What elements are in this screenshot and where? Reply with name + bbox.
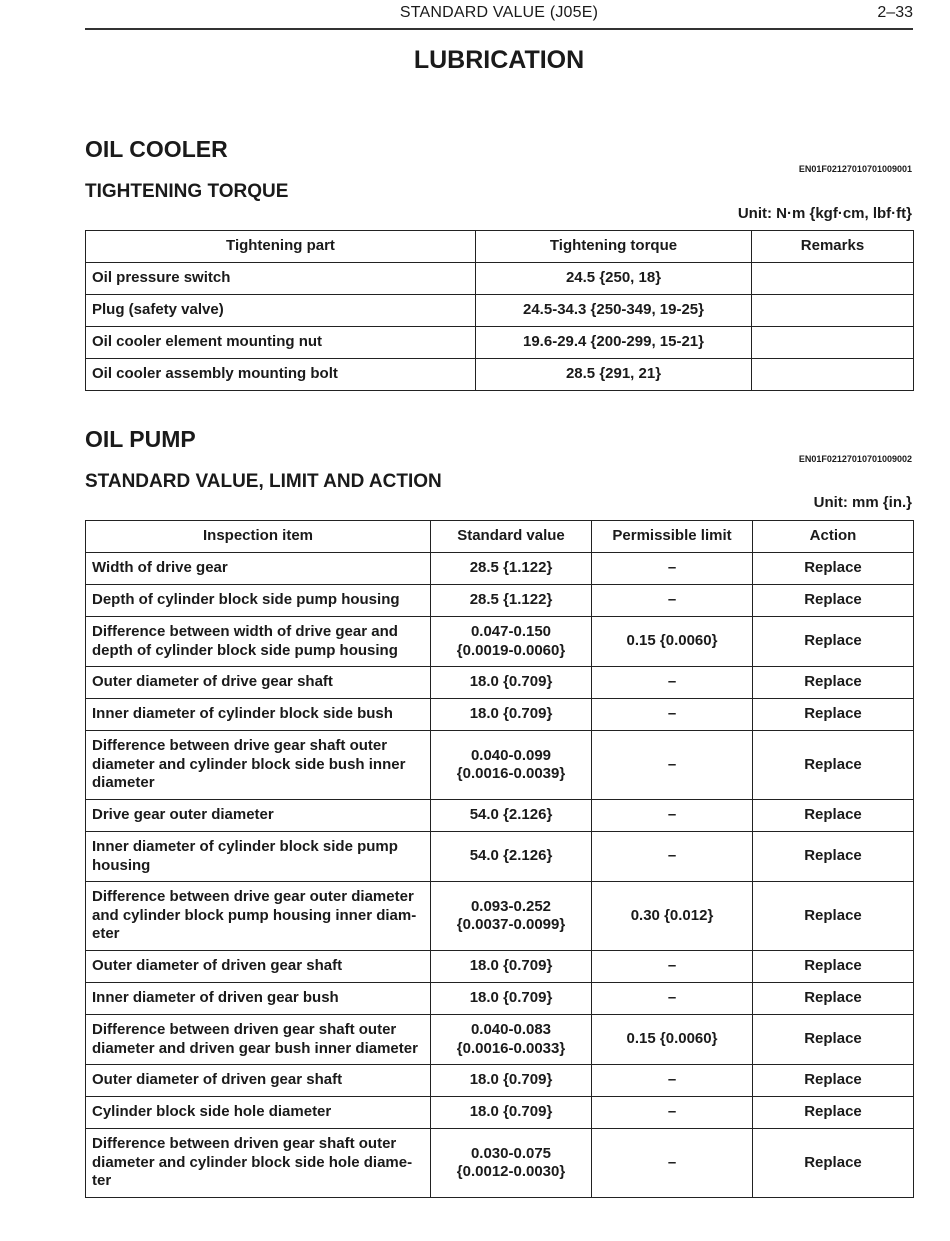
cell-line: Inner diameter of cylinder block side bush	[92, 705, 393, 723]
tightening-part-cell: Oil cooler assembly mounting bolt	[86, 359, 476, 391]
column-header: Remarks	[752, 231, 914, 263]
cell-line: 18.0 {0.709}	[469, 989, 553, 1007]
cell-line: Width of drive gear	[92, 559, 228, 577]
inspection-table	[85, 520, 914, 1198]
page-title: LUBRICATION	[413, 46, 585, 74]
cell-line: Outer diameter of driven gear shaft	[92, 1071, 343, 1089]
table-row	[86, 800, 914, 832]
remarks-cell	[752, 263, 914, 295]
cell-line: 0.040-0.099	[470, 746, 552, 764]
table-row	[86, 1129, 914, 1198]
table-row	[86, 983, 914, 1015]
cell-line: Difference between driven gear shaft outer	[92, 1021, 397, 1038]
table-row	[86, 263, 914, 295]
cell-line: and cylinder block pump housing inner diam-	[92, 906, 417, 924]
table-row	[86, 585, 914, 617]
inspection-item-cell	[86, 1015, 431, 1065]
action-cell: Replace	[753, 1129, 914, 1198]
action-cell: Replace	[753, 882, 914, 951]
action-cell: Replace	[753, 1097, 914, 1129]
cell-line: Difference between drive gear shaft outer	[92, 737, 388, 755]
action-cell: Replace	[753, 1065, 914, 1097]
cell-line: 54.0 {2.126}	[469, 847, 553, 865]
permissible-limit-cell: 0.15 {0.0060}	[592, 617, 753, 667]
cell-line: 18.0 {0.709}	[469, 673, 553, 691]
action-cell: Replace	[753, 983, 914, 1015]
standard-value-cell	[431, 1015, 592, 1065]
cell-line: 28.5 {1.122}	[469, 559, 553, 577]
action-cell: Replace	[753, 731, 914, 800]
inspection-item-cell	[86, 1065, 431, 1097]
inspection-item-cell	[86, 832, 431, 882]
cell-line: 18.0 {0.709}	[469, 705, 553, 723]
cell-line: {0.0016-0.0039}	[456, 765, 566, 782]
page-header	[85, 0, 913, 30]
cell-line: ter	[92, 1172, 112, 1190]
inspection-item-cell	[86, 617, 431, 667]
permissible-limit-cell: –	[592, 731, 753, 800]
permissible-limit-cell: –	[592, 585, 753, 617]
column-header: Standard value	[431, 521, 592, 553]
tightening-part-cell: Oil pressure switch	[86, 263, 476, 295]
oil-pump-code: EN01F02127010701009002	[798, 454, 912, 464]
standard-value-cell	[431, 882, 592, 951]
inspection-item-cell	[86, 731, 431, 800]
permissible-limit-cell: 0.15 {0.0060}	[592, 1015, 753, 1065]
action-cell: Replace	[753, 832, 914, 882]
table-row	[86, 882, 914, 951]
section-title: STANDARD VALUE (J05E)	[399, 4, 599, 21]
table-row	[86, 1065, 914, 1097]
column-header: Tightening part	[86, 231, 476, 263]
action-cell: Replace	[753, 667, 914, 699]
tightening-part-cell: Oil cooler element mounting nut	[86, 327, 476, 359]
table-row	[86, 359, 914, 391]
standard-value-cell	[431, 667, 592, 699]
table-row	[86, 699, 914, 731]
standard-value-cell	[431, 731, 592, 800]
action-cell: Replace	[753, 553, 914, 585]
inspection-item-cell	[86, 1129, 431, 1198]
table-row	[86, 553, 914, 585]
action-cell: Replace	[753, 800, 914, 832]
oil-pump-heading: OIL PUMP	[85, 426, 196, 452]
action-cell: Replace	[753, 585, 914, 617]
remarks-cell	[752, 359, 914, 391]
cell-line: 18.0 {0.709}	[469, 1071, 553, 1089]
permissible-limit-cell: –	[592, 1097, 753, 1129]
cell-line: housing	[92, 856, 151, 874]
cell-line: 18.0 {0.709}	[469, 957, 553, 975]
action-cell: Replace	[753, 617, 914, 667]
cell-line: 0.040-0.083	[470, 1021, 552, 1038]
cell-line: diameter	[92, 774, 155, 792]
action-cell: Replace	[753, 1015, 914, 1065]
table-row	[86, 832, 914, 882]
inspection-item-cell	[86, 882, 431, 951]
inspection-item-cell	[86, 553, 431, 585]
table-row	[86, 1097, 914, 1129]
standard-value-cell	[431, 983, 592, 1015]
action-cell: Replace	[753, 699, 914, 731]
cell-line: Inner diameter of driven gear bush	[92, 989, 339, 1007]
standard-value-cell	[431, 951, 592, 983]
oil-cooler-code: EN01F02127010701009001	[798, 164, 912, 174]
cell-line: depth of cylinder block side pump housing	[92, 641, 398, 659]
inspection-item-cell	[86, 800, 431, 832]
inspection-item-cell	[86, 951, 431, 983]
inspection-item-cell	[86, 667, 431, 699]
cell-line: {0.0016-0.0033}	[456, 1039, 566, 1057]
cell-line: 28.5 {1.122}	[469, 591, 553, 609]
permissible-limit-cell: 0.30 {0.012}	[592, 882, 753, 951]
permissible-limit-cell: –	[592, 553, 753, 585]
permissible-limit-cell: –	[592, 1129, 753, 1198]
pump-unit: Unit: mm {in.}	[813, 494, 912, 511]
table-row	[86, 951, 914, 983]
tightening-torque-cell: 19.6-29.4 {200-299, 15-21}	[476, 327, 752, 359]
torque-unit: Unit: N·m {kgf·cm, lbf·ft}	[737, 205, 912, 222]
permissible-limit-cell: –	[592, 983, 753, 1015]
inspection-header-row	[86, 521, 914, 553]
cell-line: Inner diameter of cylinder block side pump	[92, 838, 398, 855]
standard-value-cell	[431, 1129, 592, 1198]
cell-line: 18.0 {0.709}	[469, 1103, 553, 1121]
torque-header-row	[86, 231, 914, 263]
column-header: Permissible limit	[592, 521, 753, 553]
column-header: Action	[753, 521, 914, 553]
cell-line: {0.0019-0.0060}	[456, 641, 566, 659]
standard-value-cell	[431, 1065, 592, 1097]
cell-line: Cylinder block side hole diameter	[92, 1103, 332, 1121]
torque-table	[85, 230, 914, 391]
permissible-limit-cell: –	[592, 800, 753, 832]
cell-line: diameter and driven gear bush inner diameter	[92, 1039, 418, 1057]
tightening-part-cell: Plug (safety valve)	[86, 295, 476, 327]
remarks-cell	[752, 295, 914, 327]
tightening-torque-cell: 28.5 {291, 21}	[476, 359, 752, 391]
table-row	[86, 617, 914, 667]
table-row	[86, 327, 914, 359]
table-row	[86, 295, 914, 327]
tightening-torque-cell: 24.5-34.3 {250-349, 19-25}	[476, 295, 752, 327]
cell-line: Outer diameter of drive gear shaft	[92, 673, 333, 691]
table-row	[86, 731, 914, 800]
cell-line: diameter and cylinder block side hole diame-	[92, 1153, 413, 1171]
cell-line: diameter and cylinder block side bush inner	[92, 755, 406, 773]
permissible-limit-cell: –	[592, 667, 753, 699]
standard-value-cell	[431, 553, 592, 585]
inspection-item-cell	[86, 1097, 431, 1129]
inspection-item-cell	[86, 699, 431, 731]
standard-value-heading: STANDARD VALUE, LIMIT AND ACTION	[85, 471, 442, 492]
cell-line: 54.0 {2.126}	[469, 806, 553, 824]
permissible-limit-cell: –	[592, 832, 753, 882]
cell-line: eter	[92, 925, 120, 943]
permissible-limit-cell: –	[592, 699, 753, 731]
standard-value-cell	[431, 1097, 592, 1129]
inspection-item-cell	[86, 983, 431, 1015]
standard-value-cell	[431, 832, 592, 882]
standard-value-cell	[431, 699, 592, 731]
permissible-limit-cell: –	[592, 951, 753, 983]
cell-line: Depth of cylinder block side pump housing	[92, 591, 400, 609]
cell-line: 0.030-0.075	[470, 1144, 552, 1162]
column-header: Inspection item	[86, 521, 431, 553]
tightening-torque-cell: 24.5 {250, 18}	[476, 263, 752, 295]
cell-line: {0.0012-0.0030}	[456, 1163, 566, 1180]
action-cell: Replace	[753, 951, 914, 983]
standard-value-cell	[431, 585, 592, 617]
cell-line: Difference between drive gear outer diameter	[92, 888, 414, 906]
cell-line: Drive gear outer diameter	[92, 806, 274, 824]
page-number: 2–33	[877, 4, 913, 21]
cell-line: {0.0037-0.0099}	[456, 916, 566, 933]
column-header: Tightening torque	[476, 231, 752, 263]
standard-value-cell	[431, 617, 592, 667]
cell-line: Outer diameter of driven gear shaft	[92, 957, 343, 975]
cell-line: Difference between driven gear shaft outer	[92, 1135, 397, 1153]
permissible-limit-cell: –	[592, 1065, 753, 1097]
remarks-cell	[752, 327, 914, 359]
oil-cooler-heading: OIL COOLER	[85, 136, 228, 162]
cell-line: 0.047-0.150	[470, 623, 552, 640]
table-row	[86, 1015, 914, 1065]
cell-line: Difference between width of drive gear and	[92, 623, 398, 640]
inspection-item-cell	[86, 585, 431, 617]
standard-value-cell	[431, 800, 592, 832]
table-row	[86, 667, 914, 699]
cell-line: 0.093-0.252	[470, 897, 552, 915]
tightening-torque-heading: TIGHTENING TORQUE	[85, 181, 289, 202]
